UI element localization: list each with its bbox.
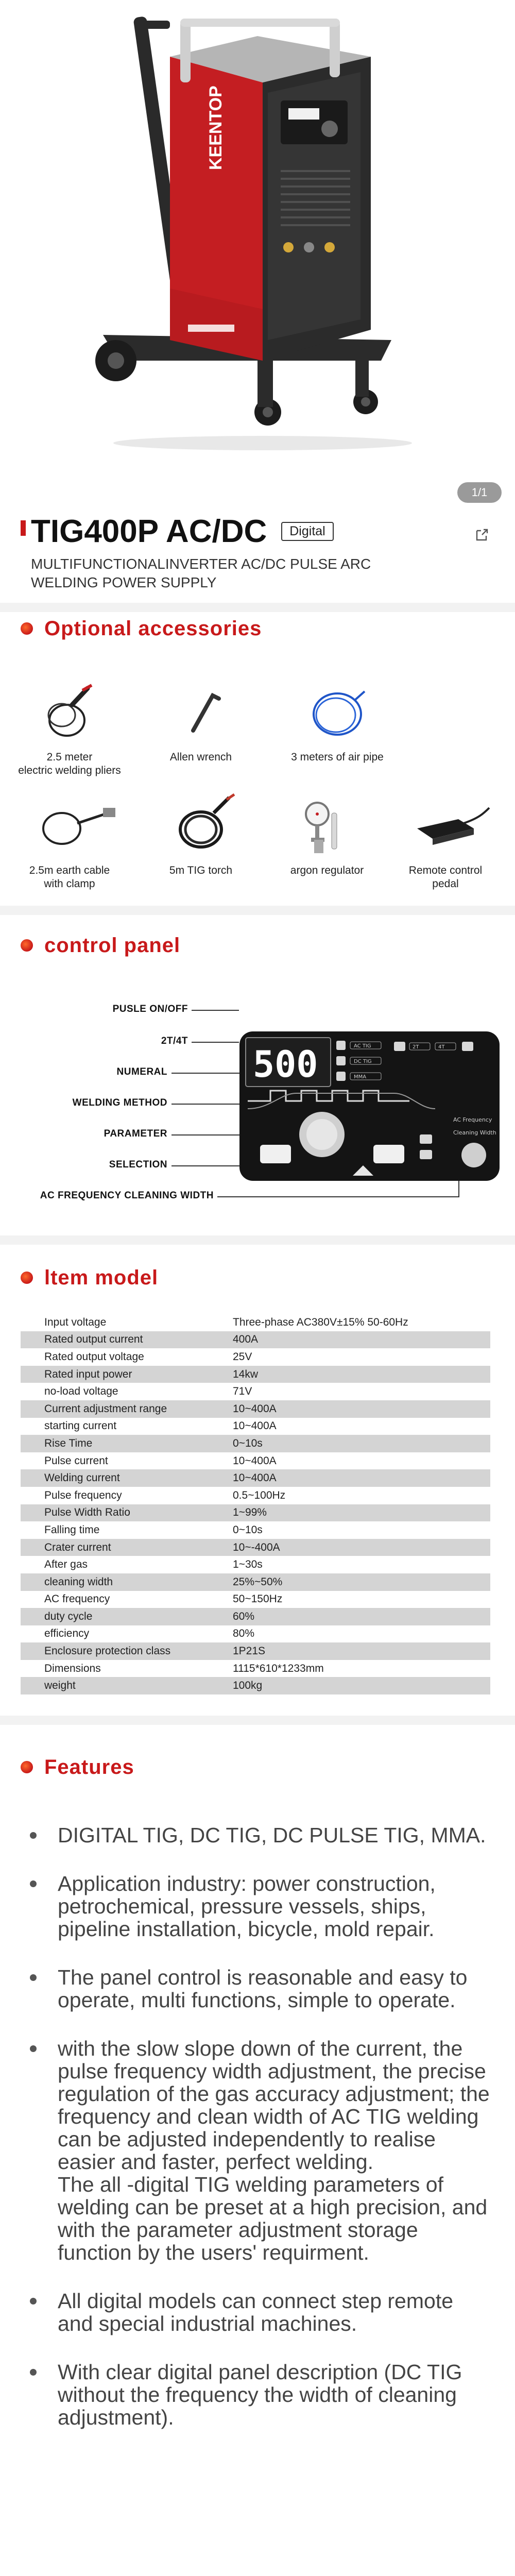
gallery-counter: 1/1 [457,482,502,503]
spec-row [21,1573,490,1591]
accessory-label: 2.5m earth cable with clamp [29,865,110,890]
leader-line [171,1073,239,1074]
spec-row [21,1608,490,1625]
spec-label: Rated output voltage [44,1350,144,1363]
brand-logo: KEENTOP [206,86,226,170]
spec-label: Crater current [21,1539,233,1556]
allen-wrench-icon [142,679,260,746]
spec-label: Pulse current [44,1454,108,1467]
section-bullet-icon [21,939,33,952]
welding-machine-image [0,0,515,466]
accessory-label: Allen wrench [169,751,232,763]
spec-value: 400A [233,1331,490,1349]
accessory-foot-pedal [386,792,505,891]
spec-row [21,1591,490,1608]
accessory-label: 2.5 meter electric welding pliers [18,751,121,776]
spec-value: 1~99% [233,1504,490,1522]
label-selection: SELECTION [109,1159,167,1170]
accessory-allen-wrench [142,679,260,764]
label-numeral: NUMERAL [116,1066,167,1077]
spec-table [21,1314,490,1694]
label-parameter: PARAMETER [104,1128,167,1139]
spec-label: AC frequency [44,1593,110,1605]
spec-label: Pulse Width Ratio [21,1504,233,1522]
spec-label: efficiency [44,1628,90,1640]
argon-regulator-icon [268,792,386,859]
spec-value: 1P21S [233,1642,490,1660]
spec-label: Rated input power [21,1366,233,1383]
product-title-block [21,513,484,592]
leader-line [192,1010,239,1011]
feature-item: With clear digital panel description (DC TIG without the frequency the width of cleaning adjustment). [27,2361,490,2429]
control-panel-diagram [0,986,515,1223]
svg-text:AC Frequency: AC Frequency [453,1116,492,1123]
accessory-label: argon regulator [290,865,364,876]
label-welding-method: WELDING METHOD [72,1097,167,1108]
spec-row [21,1660,490,1677]
feature-item: All digital models can connect step remote and special industrial machines. [27,2290,490,2335]
leader-line [192,1042,239,1043]
feature-item: Application industry: power construction, petrochemical, pressure vessels, ships, pipeline installation, bicycle, mold repair. [27,1872,490,1940]
spec-value: 50~150Hz [233,1593,283,1605]
label-pulse-on-off: PUSLE ON/OFF [112,1004,188,1014]
spec-value: 25%~50% [233,1573,490,1591]
spec-row [21,1348,490,1366]
accessory-air-pipe [278,679,397,764]
section-bullet-icon [21,1272,33,1284]
spec-label: no-load voltage [44,1385,118,1398]
spec-label: Rated output current [21,1331,233,1349]
spec-row [21,1331,490,1349]
svg-text:4T: 4T [438,1044,445,1050]
spec-row [21,1469,490,1487]
spec-row [21,1400,490,1418]
svg-text:MMA: MMA [354,1074,367,1080]
spec-value: Three-phase AC380V±15% 50-60Hz [233,1316,408,1328]
tig-torch-icon [142,792,260,859]
spec-value: 10~400A [233,1469,490,1487]
spec-row [21,1452,490,1470]
spec-row [21,1539,490,1556]
svg-text:Cleaning Width: Cleaning Width [453,1129,496,1136]
accessory-label: 5m TIG torch [169,865,233,876]
spec-label: After gas [44,1558,88,1571]
spec-row [21,1314,490,1331]
features-heading: Features [0,1747,515,1788]
spec-value: 10~400A [233,1454,277,1467]
accessory-earth-cable [10,792,129,891]
spec-value: 25V [233,1350,252,1363]
front-panel-device [239,1031,500,1181]
leader-line [171,1134,239,1136]
section-divider [0,1235,515,1245]
section-divider [0,906,515,915]
air-pipe-icon [278,679,397,746]
spec-row [21,1418,490,1435]
svg-text:DC TIG: DC TIG [354,1059,372,1064]
spec-value: 0.5~100Hz [233,1489,286,1501]
accessory-welding-pliers [10,679,129,777]
spec-row [21,1435,490,1452]
feature-item: with the slow slope down of the current, the pulse frequency width adjustment, the precise regulation of the gas accuracy adjustment; the frequency and clean width of AC TIG welding can be adjusted independently to realise easier and faster, perfect welding. The all -digital TIG welding parameters of welding can be preset at a high precision, and with the parameter adjustment storage function by the users' requirment. [27,2037,490,2264]
welding-pliers-icon [10,679,129,746]
section-bullet-icon [21,622,33,635]
spec-row [21,1487,490,1504]
accessories-grid [0,679,515,906]
spec-row [21,1504,490,1522]
page-title: TIG400P AC/DC [31,514,267,549]
spec-label: Rise Time [21,1435,233,1452]
control-panel-heading: control panel [0,925,515,966]
spec-label: Enclosure protection class [21,1642,233,1660]
spec-row [21,1366,490,1383]
spec-value: 1~30s [233,1558,263,1571]
item-model-heading: ltem model [0,1257,515,1298]
section-divider [0,1716,515,1725]
spec-value: 0~10s [233,1435,490,1452]
spec-value: 60% [233,1608,490,1625]
spec-value: 14kw [233,1366,490,1383]
display-value: 500 [253,1043,318,1086]
spec-value: 100kg [233,1677,490,1694]
leader-line [171,1165,239,1166]
spec-value: 10~-400A [233,1539,490,1556]
section-bullet-icon [21,1761,33,1773]
spec-value: 0~10s [233,1523,263,1536]
spec-row [21,1383,490,1400]
feature-item: The panel control is reasonable and easy to operate, multi functions, simple to operate. [27,1966,490,2011]
label-2t-4t: 2T/4T [161,1036,188,1046]
digital-tag: Digital [281,522,333,541]
spec-row [21,1556,490,1573]
spec-label: starting current [44,1420,117,1432]
spec-label: cleaning width [21,1573,233,1591]
svg-text:2T: 2T [413,1044,419,1050]
spec-row [21,1625,490,1643]
accessory-argon-regulator [268,792,386,877]
spec-label: Pulse frequency [44,1489,122,1501]
product-image[interactable] [0,0,515,466]
spec-row [21,1677,490,1694]
label-ac-frequency-cleaning-width: AC FREQUENCY CLEANING WIDTH [40,1190,214,1201]
spec-value: 80% [233,1628,255,1640]
accessory-label: 3 meters of air pipe [291,751,384,763]
features-list [27,1824,490,2454]
title-marker [21,520,26,536]
foot-pedal-icon [386,792,505,859]
accessory-tig-torch [142,792,260,877]
spec-row [21,1521,490,1539]
spec-value: 1115*610*1233mm [233,1662,324,1674]
spec-row [21,1642,490,1660]
feature-item: DIGITAL TIG, DC TIG, DC PULSE TIG, MMA. [27,1824,490,1846]
accessory-label: Remote control pedal [408,865,483,890]
spec-label: weight [21,1677,233,1694]
spec-label: duty cycle [21,1608,233,1625]
spec-label: Current adjustment range [21,1400,233,1418]
leader-line [217,1196,459,1197]
spec-label: Welding current [21,1469,233,1487]
share-icon[interactable] [473,526,491,544]
svg-text:AC TIG: AC TIG [354,1043,371,1049]
spec-label: Falling time [44,1523,100,1536]
spec-label: Input voltage [44,1316,107,1328]
accessories-heading: Optional accessories [0,608,515,649]
leader-line [171,1104,239,1105]
spec-label: Dimensions [44,1662,101,1674]
spec-value: 71V [233,1385,252,1398]
spec-value: 10~400A [233,1400,490,1418]
spec-value: 10~400A [233,1420,277,1432]
earth-cable-icon [10,792,129,859]
product-subtitle: MULTIFUNCTIONALINVERTER AC/DC PULSE ARC WELDING POWER SUPPLY [31,556,371,590]
